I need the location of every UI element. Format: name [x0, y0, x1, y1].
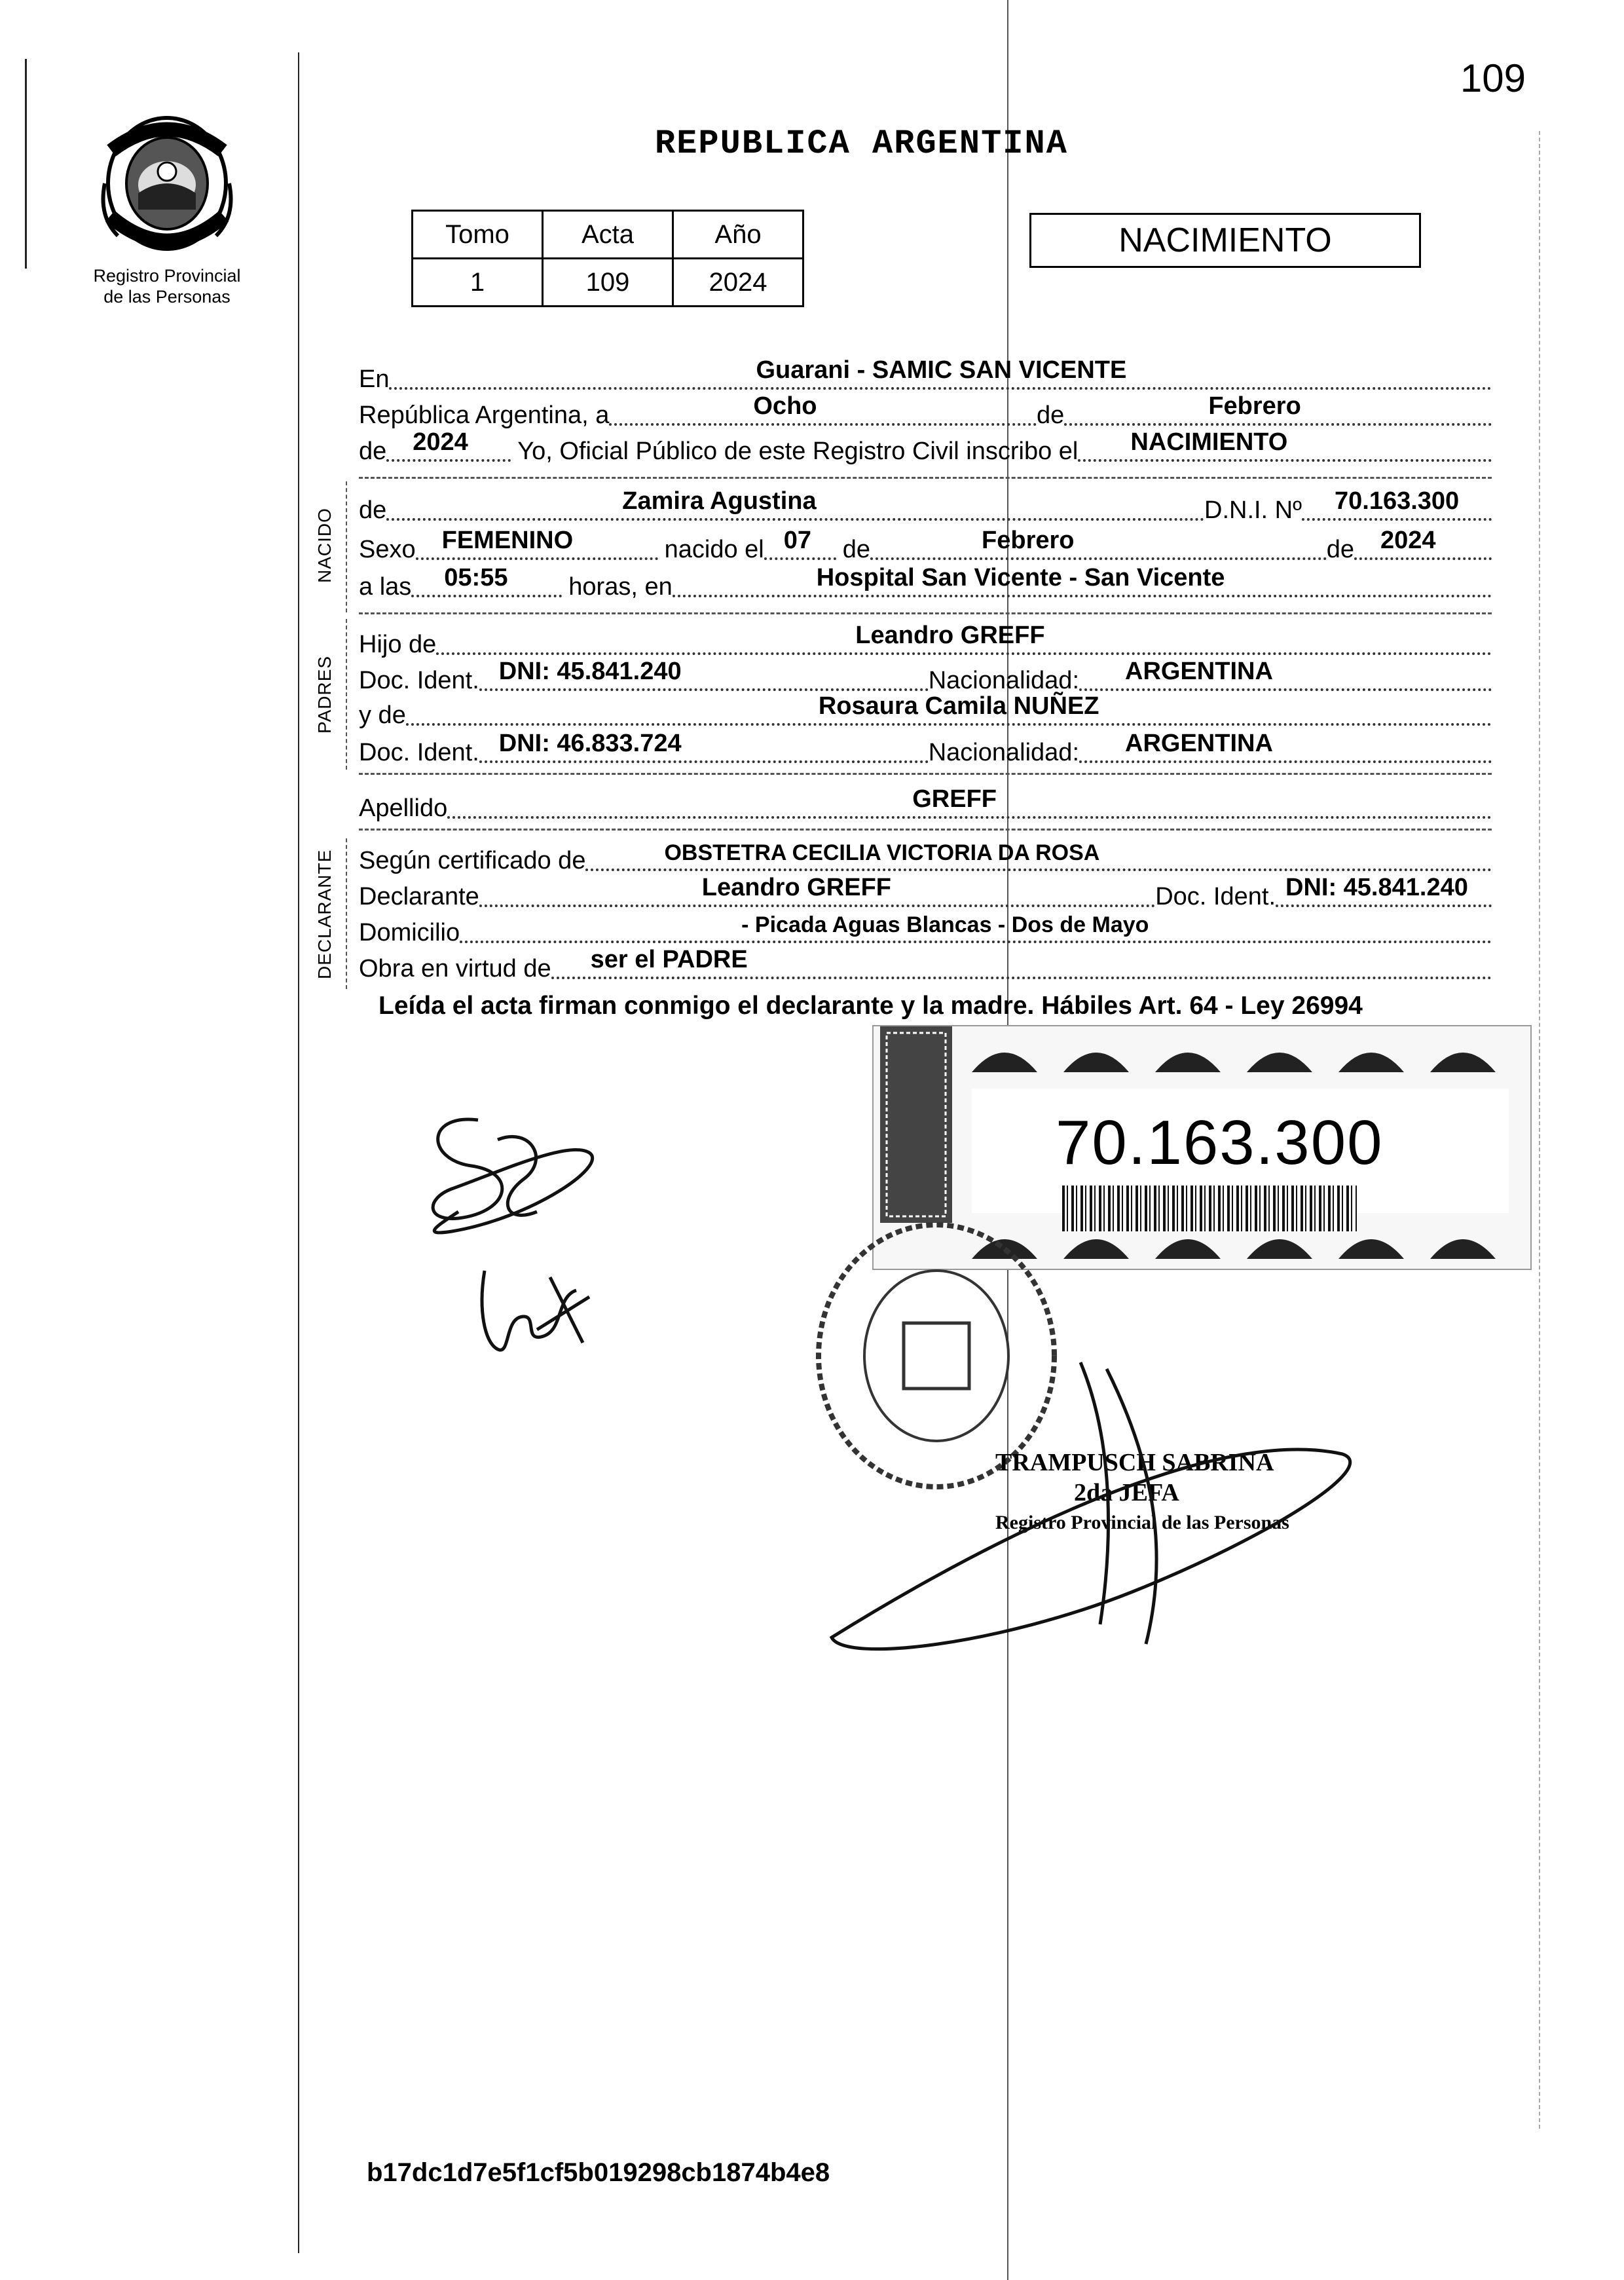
fill-birth-year [1354, 525, 1492, 560]
value-father-doc: DNI: 45.841.240 [498, 658, 682, 685]
document-title: REPUBLICA ARGENTINA [655, 124, 1068, 163]
label-republica: República Argentina, a [359, 402, 610, 429]
fill-declarant-name [479, 872, 1155, 907]
value-declarant-name: Leandro GREFF [701, 874, 891, 901]
label-a-las: a las [359, 573, 412, 601]
row-apellido [359, 786, 1492, 823]
stamp-line1: TRAMPUSCH SABRINA [995, 1449, 1274, 1476]
value-surname: GREFF [912, 785, 997, 813]
side-bracket-padres [346, 619, 347, 770]
header-tomo: Tomo [413, 211, 543, 259]
stamp-line3: Registro Provincial de las Personas [995, 1512, 1289, 1533]
side-bracket-nacido [346, 481, 347, 612]
row-en [359, 357, 1492, 394]
registry-logo [79, 111, 255, 307]
fill-sex [416, 525, 658, 560]
stamp-line2: 2da JEFA [1074, 1479, 1179, 1506]
row-inscribo [359, 429, 1492, 466]
value-tomo: 1 [413, 259, 543, 307]
label-declarante: Declarante [359, 883, 479, 910]
label-obra: Obra en virtud de [359, 955, 551, 982]
mother-signature [471, 1258, 596, 1369]
value-place: Guarani - SAMIC SAN VICENTE [756, 356, 1127, 384]
value-year: 2024 [413, 428, 468, 456]
fill-birth-month [870, 525, 1327, 560]
section-divider-apellido [359, 773, 1492, 775]
fill-mother-name [406, 690, 1492, 726]
label-de-year: de [359, 438, 387, 465]
label-de-child: de [359, 496, 387, 524]
fill-month [1064, 390, 1492, 426]
value-anio: 2024 [673, 259, 803, 307]
page-number: 109 [1460, 56, 1526, 100]
fill-child-dni [1302, 485, 1492, 521]
value-birth-time: 05:55 [444, 564, 508, 591]
label-horas-en: horas, en [568, 573, 673, 601]
row-mother-doc [359, 730, 1492, 767]
label-father-nat: Nacionalidad: [928, 667, 1079, 694]
value-sex: FEMENINO [441, 527, 574, 554]
label-segun: Según certificado de [359, 847, 586, 874]
fill-birth-place [673, 562, 1492, 597]
fill-father-name [436, 620, 1492, 655]
sticker-number: 70.163.300 [1056, 1108, 1384, 1178]
fill-father-nat [1079, 656, 1492, 691]
value-father-name: Leandro GREFF [855, 622, 1045, 649]
fill-certificate [585, 836, 1492, 871]
row-domicilio [359, 910, 1492, 947]
fill-child-name [386, 485, 1204, 521]
row-mother [359, 693, 1492, 730]
value-child-name: Zamira Agustina [622, 487, 817, 515]
label-de-birth-year: de [1326, 536, 1354, 563]
header-anio: Año [673, 211, 803, 259]
side-label-declarante: DECLARANTE [314, 849, 335, 979]
section-divider-declarante [359, 829, 1492, 831]
fill-year [386, 426, 511, 462]
logo-caption-line1: Registro Provincial [93, 266, 241, 286]
fill-declarant-doc [1276, 872, 1492, 907]
row-certificado [359, 838, 1492, 875]
side-label-nacido: NACIDO [314, 508, 335, 583]
value-obra: ser el PADRE [590, 946, 748, 973]
record-table [411, 210, 804, 307]
logo-caption-line2: de las Personas [103, 287, 231, 307]
section-divider-padres [359, 612, 1492, 614]
value-child-dni: 70.163.300 [1335, 487, 1460, 515]
value-declarant-doc: DNI: 45.841.240 [1285, 874, 1468, 901]
side-label-padres: PADRES [314, 655, 335, 734]
binding-line [298, 52, 299, 2253]
value-month: Febrero [1208, 392, 1301, 420]
value-address: - Picada Aguas Blancas - Dos de Mayo [741, 912, 1149, 937]
row-declarante [359, 874, 1492, 911]
row-father [359, 622, 1492, 659]
official-signature [805, 1343, 1382, 1670]
row-sexo [359, 527, 1492, 564]
left-margin-line [25, 59, 27, 269]
value-inscribo: NACIMIENTO [1130, 428, 1288, 456]
label-de-birth-month: de [842, 536, 871, 563]
barcode [1062, 1186, 1357, 1231]
fill-birth-day [764, 525, 836, 560]
value-mother-nat: ARGENTINA [1125, 730, 1273, 757]
value-certificate: OBSTETRA CECILIA VICTORIA DA ROSA [664, 840, 1100, 865]
fill-address [460, 908, 1492, 943]
fill-inscribo [1078, 426, 1492, 462]
value-birth-year: 2024 [1380, 527, 1436, 554]
right-edge-marks [1539, 131, 1540, 2129]
label-hijo-de: Hijo de [359, 631, 437, 658]
value-acta: 109 [543, 259, 673, 307]
row-republica [359, 393, 1492, 430]
document-hash: b17dc1d7e5f1cf5b019298cb1874b4e8 [367, 2158, 830, 2187]
section-divider-nacido [359, 477, 1492, 479]
header-acta: Acta [543, 211, 673, 259]
label-sexo: Sexo [359, 536, 416, 563]
label-de-month: de [1037, 402, 1065, 429]
fill-obra [551, 944, 1492, 979]
fill-mother-nat [1079, 728, 1492, 763]
misiones-seal-icon [92, 111, 242, 262]
closing-statement: Leída el acta firman conmigo el declarante y la madre. Hábiles Art. 64 - Ley 26994 [378, 992, 1363, 1020]
label-inscribo: Yo, Oficial Público de este Registro Civil inscribo el [517, 438, 1079, 465]
row-hora [359, 565, 1492, 601]
label-domicilio: Domicilio [359, 919, 460, 946]
label-mother-nat: Nacionalidad: [928, 739, 1079, 766]
row-child [359, 488, 1492, 525]
value-birth-month: Febrero [982, 527, 1075, 554]
fill-birth-time [411, 562, 562, 597]
value-mother-doc: DNI: 46.833.724 [498, 730, 682, 757]
label-en: En [359, 365, 390, 393]
row-obra [359, 946, 1492, 983]
value-mother-name: Rosaura Camila NUÑEZ [818, 692, 1099, 720]
fill-father-doc [479, 656, 929, 691]
label-mother-doc: Doc. Ident. [359, 739, 479, 766]
fill-en [389, 354, 1492, 390]
value-birth-place: Hospital San Vicente - San Vicente [816, 564, 1225, 591]
label-apellido: Apellido [359, 794, 448, 822]
label-dni: D.N.I. Nº [1204, 496, 1302, 524]
label-declarant-doc: Doc. Ident. [1155, 883, 1276, 910]
record-type-box: NACIMIENTO [1029, 213, 1421, 268]
fill-mother-doc [479, 728, 929, 763]
label-y-de: y de [359, 701, 406, 729]
value-birth-day: 07 [783, 527, 812, 554]
side-bracket-declarante [346, 838, 347, 989]
label-nacido-el: nacido el [664, 536, 764, 563]
value-father-nat: ARGENTINA [1125, 658, 1273, 685]
value-day-words: Ocho [753, 392, 817, 420]
row-father-doc [359, 658, 1492, 695]
fill-day [609, 390, 1037, 426]
fill-surname [447, 783, 1492, 819]
label-father-doc: Doc. Ident. [359, 667, 479, 694]
